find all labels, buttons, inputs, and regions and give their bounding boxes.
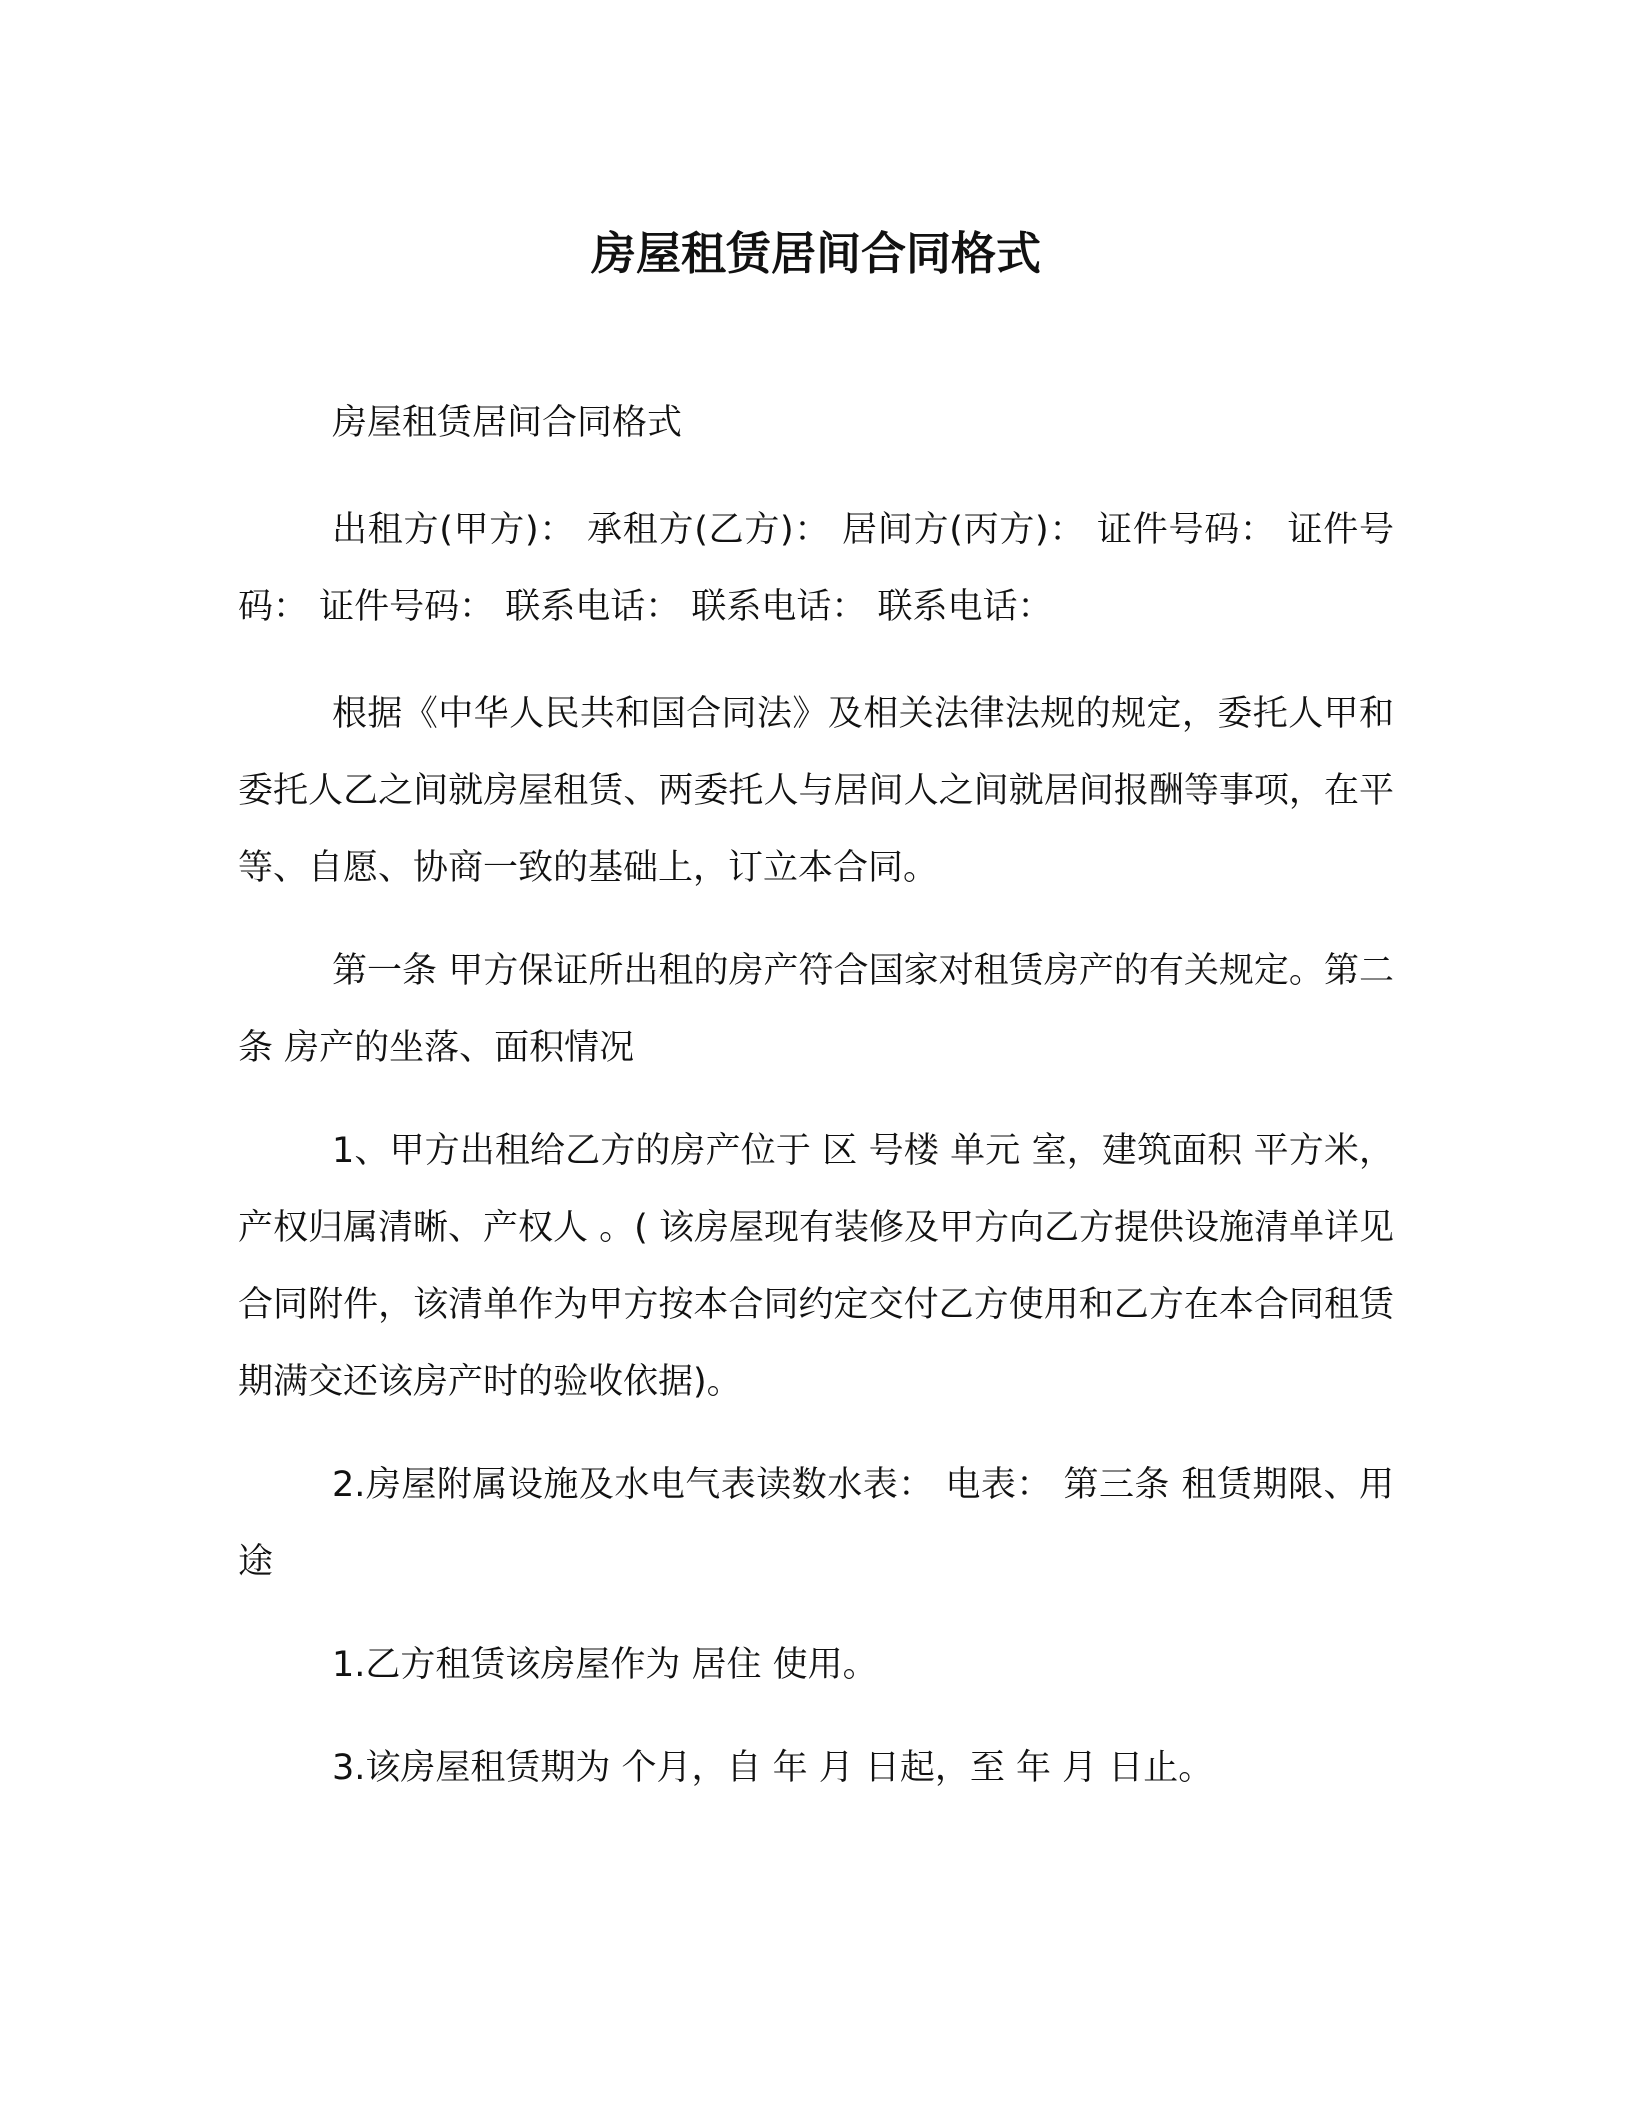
paragraph-property-location: 1、甲方出租给乙方的房产位于 区 号楼 单元 室，建筑面积 平方米，产权归属清晰、产权人 。( 该房屋现有装修及甲方向乙方提供设施清单详见合同附件，该清单作为甲方按本合同约定交付乙方使用和乙方在本合同租赁期满交还该房产时的验收依据)。 [238,1131,1394,1402]
document-body [238,385,1394,1833]
paragraph-heading: 房屋租赁居间合同格式 [332,403,683,443]
paragraph-term: 3.该房屋租赁期为 个月，自 年 月 日起，至 年 月 日止。 [332,1748,1214,1788]
paragraph-meters: 2.房屋附属设施及水电气表读数水表： 电表： 第三条 租赁期限、用途 [238,1465,1394,1582]
document-title: 房屋租赁居间合同格式 [590,227,1041,280]
paragraph-usage: 1.乙方租赁该房屋作为 居住 使用。 [332,1645,878,1685]
paragraph-parties: 出租方(甲方)： 承租方(乙方)： 居间方(丙方)： 证件号码： 证件号码： 证件号码： 联系电话： 联系电话： 联系电话： [238,510,1394,627]
paragraph-article-1-2: 第一条 甲方保证所出租的房产符合国家对租赁房产的有关规定。第二条 房产的坐落、面积情况 [238,951,1394,1068]
paragraph-preamble: 根据《中华人民共和国合同法》及相关法律法规的规定，委托人甲和委托人乙之间就房屋租赁、两委托人与居间人之间就居间报酬等事项，在平等、自愿、协商一致的基础上，订立本合同。 [238,694,1394,888]
